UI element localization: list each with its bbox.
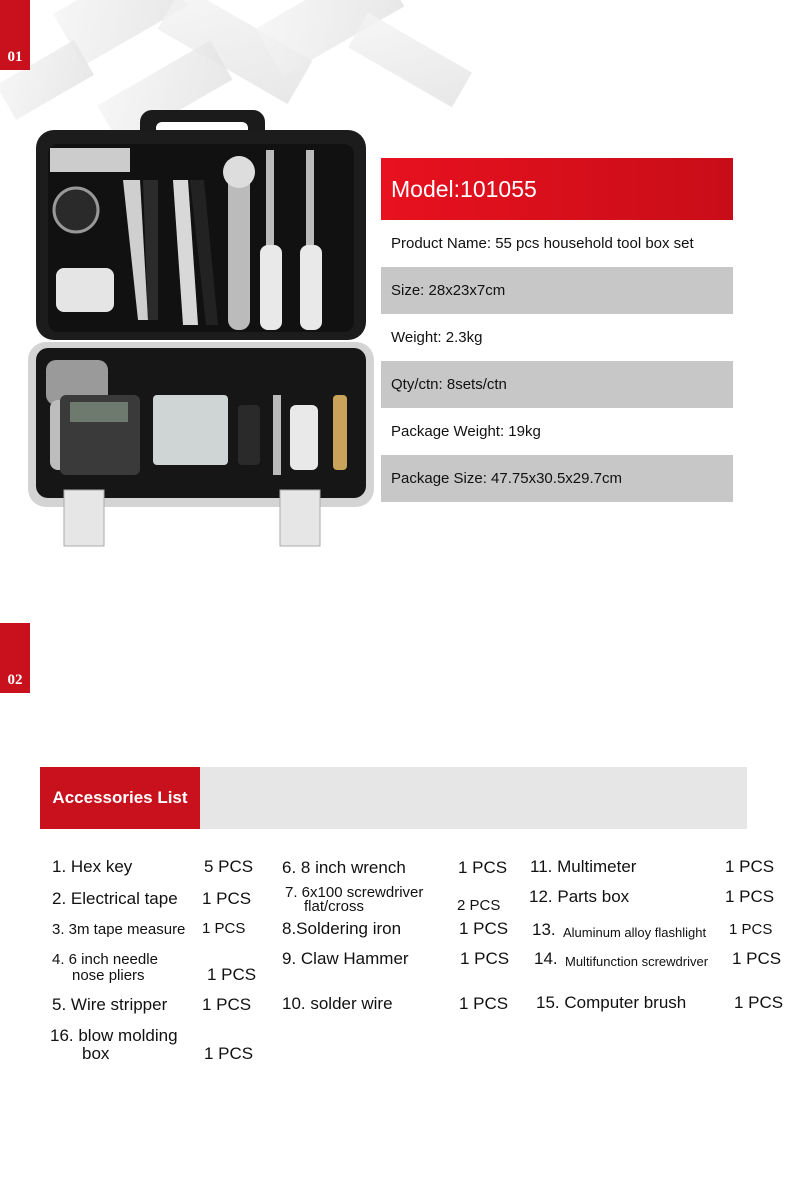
accessory-item: Aluminum alloy flashlight: [563, 925, 707, 940]
accessory-item-line2: flat/cross: [304, 898, 365, 915]
spec-weight: Weight: 2.3kg: [381, 314, 733, 361]
accessory-item: 4. 6 inch needle: [52, 951, 158, 968]
accessory-qty: 1 PCS: [460, 949, 510, 968]
spec-panel: [381, 158, 733, 502]
accessory-item-line2: box: [82, 1044, 110, 1063]
accessory-qty: 1 PCS: [202, 995, 252, 1014]
spec-package-size: Package Size: 47.75x30.5x29.7cm: [381, 455, 733, 502]
toolbox-product-image: [28, 110, 378, 550]
accessory-item: 16. blow molding: [50, 1026, 178, 1045]
accessory-item: 15. Computer brush: [536, 993, 687, 1012]
accessory-qty: 1 PCS: [732, 949, 782, 968]
accessory-qty: 1 PCS: [459, 994, 509, 1013]
spec-size: Size: 28x23x7cm: [381, 267, 733, 314]
model-title: Model:101055: [381, 158, 733, 220]
accessory-item: 3. 3m tape measure: [52, 921, 186, 938]
accessory-item-line2: nose pliers: [72, 967, 145, 984]
accessory-qty: 1 PCS: [202, 889, 252, 908]
section-tag-02: 02: [0, 623, 30, 693]
accessory-item: Multifunction screwdriver: [565, 954, 709, 969]
spec-product-name: Product Name: 55 pcs household tool box set: [381, 220, 733, 267]
accessory-item: 7. 6x100 screwdriver: [285, 884, 424, 901]
accessory-qty: 5 PCS: [204, 857, 254, 876]
accessory-qty: 1 PCS: [202, 920, 246, 937]
accessory-qty: 1 PCS: [734, 993, 784, 1012]
accessories-header: [40, 767, 747, 829]
accessory-qty: 1 PCS: [204, 1044, 254, 1063]
accessory-qty: 1 PCS: [207, 965, 257, 984]
accessories-title: Accessories List: [40, 767, 200, 829]
accessory-item: 2. Electrical tape: [52, 889, 178, 908]
accessory-qty: 1 PCS: [459, 919, 509, 938]
accessory-item: 12. Parts box: [529, 887, 630, 906]
accessory-item: 5. Wire stripper: [52, 995, 168, 1014]
accessory-item: 1. Hex key: [52, 857, 133, 876]
accessory-qty: 1 PCS: [725, 887, 775, 906]
accessory-item: 6. 8 inch wrench: [282, 858, 406, 877]
section-tag-01: 01: [0, 0, 30, 70]
accessory-item: 10. solder wire: [282, 994, 393, 1013]
accessory-item: 11. Multimeter: [530, 857, 637, 876]
accessory-item: 8.Soldering iron: [282, 919, 402, 938]
accessory-qty: 1 PCS: [458, 858, 508, 877]
accessory-item-number: 14.: [534, 949, 558, 968]
accessory-item-number: 13.: [532, 920, 556, 939]
accessory-qty: 1 PCS: [729, 921, 773, 938]
spec-package-weight: Package Weight: 19kg: [381, 408, 733, 455]
spec-qty-ctn: Qty/ctn: 8sets/ctn: [381, 361, 733, 408]
accessory-item: 9. Claw Hammer: [282, 949, 409, 968]
accessory-qty: 1 PCS: [725, 857, 775, 876]
accessory-qty: 2 PCS: [457, 897, 501, 914]
